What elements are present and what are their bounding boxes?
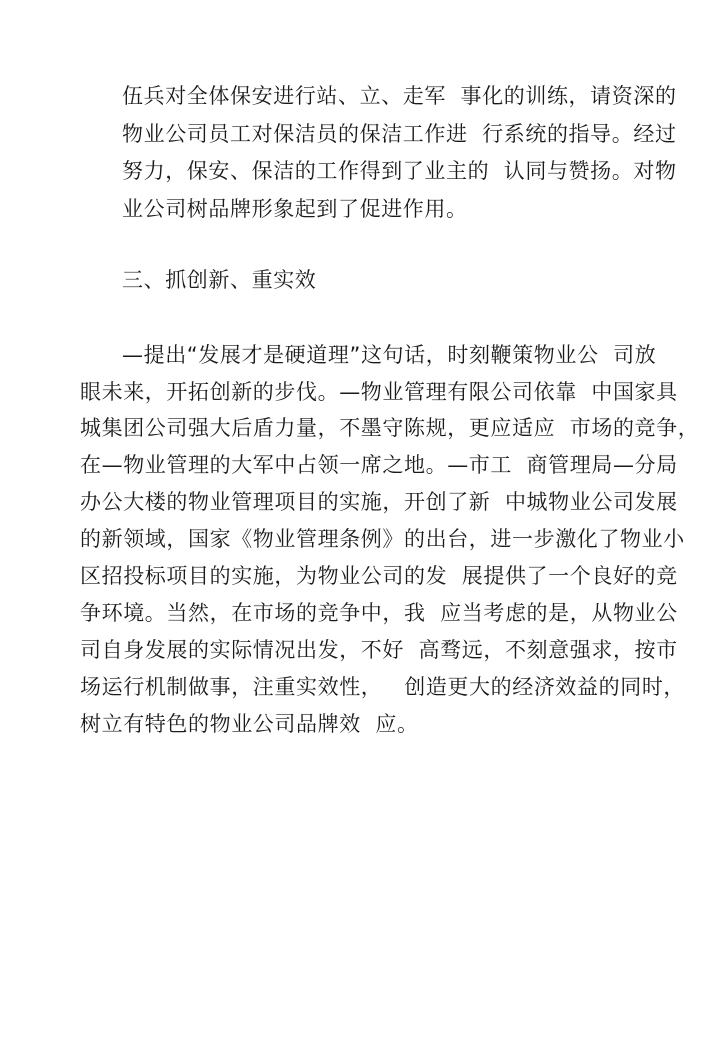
section-heading: 三、抓创新、重实效	[122, 268, 317, 292]
paragraph-line: 伍兵对全体保安进行站、立、走军 事化的训练，请资深的	[122, 84, 677, 108]
paragraph-line: 眼未来，开拓创新的步伐。—物业管理有限公司依靠 中国家具	[80, 380, 678, 404]
paragraph-line: 区招投标项目的实施，为物业公司的发 展提供了一个良好的竞	[80, 564, 678, 588]
paragraph-line: 的新领域，国家《物业管理条例》的出台，进一步激化了物业小	[80, 527, 685, 551]
paragraph-line: 场运行机制做事，注重实效性， 创造更大的经济效益的同时，	[80, 675, 686, 699]
paragraph-line: 在—物业管理的大军中占领一席之地。—市工 商管理局—分局	[80, 453, 678, 477]
paragraph-line: 业公司树品牌形象起到了促进作用。	[122, 197, 468, 221]
paragraph-line: 努力，保安、保洁的工作得到了业主的 认同与赞扬。对物	[122, 159, 677, 183]
paragraph-line: 物业公司员工对保洁员的保洁工作进 行系统的指导。经过	[122, 122, 677, 146]
paragraph-line: 司自身发展的实际情况出发，不好 高骛远，不刻意强求，按市	[80, 638, 678, 662]
paragraph-line: 办公大楼的物业管理项目的实施，开创了新 中城物业公司发展	[80, 490, 678, 514]
paragraph-line: —提出“发展才是硬道理”这句话，时刻鞭策物业公 司放	[122, 343, 657, 367]
paragraph-line: 城集团公司强大后盾力量，不墨守陈规，更应适应 市场的竞争，	[80, 416, 700, 440]
paragraph-line: 争环境。当然，在市场的竞争中，我 应当考虑的是，从物业公	[80, 601, 678, 625]
paragraph-line: 树立有特色的物业公司品牌效 应。	[80, 712, 419, 736]
